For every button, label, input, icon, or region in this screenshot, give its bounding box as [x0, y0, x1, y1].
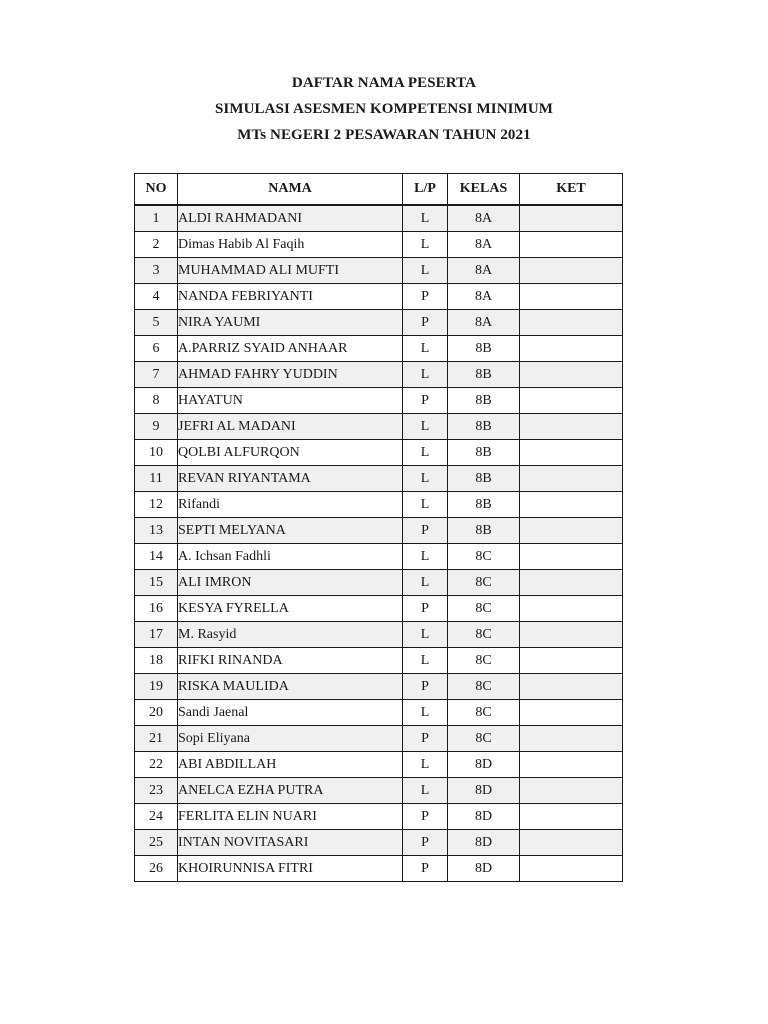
- cell-kelas: 8C: [448, 674, 520, 700]
- table-row: [135, 700, 623, 726]
- cell-no: 10: [135, 440, 178, 466]
- cell-ket: [520, 440, 623, 466]
- column-header-ket: KET: [520, 174, 623, 206]
- table-row: [135, 258, 623, 284]
- cell-lp: L: [403, 440, 448, 466]
- cell-lp: L: [403, 362, 448, 388]
- cell-kelas: 8D: [448, 804, 520, 830]
- cell-no: 13: [135, 518, 178, 544]
- cell-lp: P: [403, 518, 448, 544]
- table-row: [135, 648, 623, 674]
- table-row: [135, 414, 623, 440]
- cell-ket: [520, 596, 623, 622]
- cell-no: 20: [135, 700, 178, 726]
- cell-nama: ALDI RAHMADANI: [178, 205, 403, 232]
- cell-no: 6: [135, 336, 178, 362]
- cell-nama: INTAN NOVITASARI: [178, 830, 403, 856]
- cell-kelas: 8A: [448, 205, 520, 232]
- table-row: [135, 544, 623, 570]
- cell-lp: P: [403, 674, 448, 700]
- cell-lp: L: [403, 622, 448, 648]
- cell-kelas: 8D: [448, 830, 520, 856]
- cell-ket: [520, 362, 623, 388]
- column-header-kelas: KELAS: [448, 174, 520, 206]
- cell-kelas: 8B: [448, 388, 520, 414]
- cell-lp: L: [403, 466, 448, 492]
- cell-nama: HAYATUN: [178, 388, 403, 414]
- table-row: [135, 232, 623, 258]
- cell-nama: MUHAMMAD ALI MUFTI: [178, 258, 403, 284]
- table-row: [135, 778, 623, 804]
- table-row: [135, 752, 623, 778]
- cell-nama: Sopi Eliyana: [178, 726, 403, 752]
- table-row: [135, 440, 623, 466]
- cell-nama: M. Rasyid: [178, 622, 403, 648]
- document-header: [0, 70, 768, 148]
- table-row: [135, 310, 623, 336]
- cell-kelas: 8A: [448, 310, 520, 336]
- cell-nama: RISKA MAULIDA: [178, 674, 403, 700]
- cell-no: 19: [135, 674, 178, 700]
- cell-kelas: 8C: [448, 648, 520, 674]
- document-title: DAFTAR NAMA PESERTA: [291, 75, 477, 91]
- cell-kelas: 8C: [448, 622, 520, 648]
- cell-ket: [520, 336, 623, 362]
- cell-lp: P: [403, 804, 448, 830]
- cell-no: 21: [135, 726, 178, 752]
- cell-lp: L: [403, 570, 448, 596]
- cell-nama: A.PARRIZ SYAID ANHAAR: [178, 336, 403, 362]
- cell-kelas: 8C: [448, 544, 520, 570]
- cell-kelas: 8C: [448, 570, 520, 596]
- cell-ket: [520, 258, 623, 284]
- cell-ket: [520, 830, 623, 856]
- cell-no: 24: [135, 804, 178, 830]
- cell-kelas: 8B: [448, 518, 520, 544]
- cell-no: 22: [135, 752, 178, 778]
- cell-kelas: 8B: [448, 336, 520, 362]
- cell-nama: FERLITA ELIN NUARI: [178, 804, 403, 830]
- cell-ket: [520, 622, 623, 648]
- table-row: [135, 284, 623, 310]
- cell-no: 2: [135, 232, 178, 258]
- cell-kelas: 8D: [448, 752, 520, 778]
- cell-no: 5: [135, 310, 178, 336]
- cell-ket: [520, 856, 623, 882]
- document-institution: MTs NEGERI 2 PESAWARAN TAHUN 2021: [237, 127, 531, 143]
- cell-lp: P: [403, 284, 448, 310]
- cell-lp: P: [403, 596, 448, 622]
- cell-ket: [520, 414, 623, 440]
- cell-nama: ALI IMRON: [178, 570, 403, 596]
- cell-lp: P: [403, 830, 448, 856]
- cell-no: 11: [135, 466, 178, 492]
- cell-nama: KHOIRUNNISA FITRI: [178, 856, 403, 882]
- cell-nama: A. Ichsan Fadhli: [178, 544, 403, 570]
- cell-nama: REVAN RIYANTAMA: [178, 466, 403, 492]
- cell-kelas: 8B: [448, 440, 520, 466]
- cell-kelas: 8C: [448, 700, 520, 726]
- cell-kelas: 8B: [448, 466, 520, 492]
- cell-no: 9: [135, 414, 178, 440]
- cell-lp: L: [403, 232, 448, 258]
- cell-kelas: 8D: [448, 778, 520, 804]
- document-subtitle: SIMULASI ASESMEN KOMPETENSI MINIMUM: [214, 101, 554, 117]
- cell-nama: AHMAD FAHRY YUDDIN: [178, 362, 403, 388]
- cell-lp: P: [403, 388, 448, 414]
- cell-no: 25: [135, 830, 178, 856]
- cell-ket: [520, 804, 623, 830]
- column-header-lp: L/P: [403, 174, 448, 206]
- cell-nama: Dimas Habib Al Faqih: [178, 232, 403, 258]
- cell-no: 14: [135, 544, 178, 570]
- table-row: [135, 492, 623, 518]
- cell-no: 3: [135, 258, 178, 284]
- column-header-no: NO: [135, 174, 178, 206]
- cell-ket: [520, 544, 623, 570]
- table-body: [135, 205, 623, 882]
- table-row: [135, 804, 623, 830]
- cell-lp: P: [403, 856, 448, 882]
- cell-ket: [520, 205, 623, 232]
- cell-ket: [520, 310, 623, 336]
- table-row: [135, 570, 623, 596]
- table-row: [135, 388, 623, 414]
- cell-ket: [520, 570, 623, 596]
- cell-no: 8: [135, 388, 178, 414]
- table-row: [135, 830, 623, 856]
- table-row: [135, 518, 623, 544]
- cell-nama: Rifandi: [178, 492, 403, 518]
- cell-kelas: 8B: [448, 414, 520, 440]
- cell-lp: L: [403, 336, 448, 362]
- cell-kelas: 8B: [448, 492, 520, 518]
- cell-nama: KESYA FYRELLA: [178, 596, 403, 622]
- cell-nama: SEPTI MELYANA: [178, 518, 403, 544]
- cell-ket: [520, 778, 623, 804]
- cell-nama: Sandi Jaenal: [178, 700, 403, 726]
- cell-no: 16: [135, 596, 178, 622]
- cell-nama: RIFKI RINANDA: [178, 648, 403, 674]
- table-row: [135, 622, 623, 648]
- cell-ket: [520, 648, 623, 674]
- table-row: [135, 674, 623, 700]
- cell-nama: NIRA YAUMI: [178, 310, 403, 336]
- cell-no: 12: [135, 492, 178, 518]
- cell-ket: [520, 284, 623, 310]
- cell-ket: [520, 518, 623, 544]
- cell-nama: ANELCA EZHA PUTRA: [178, 778, 403, 804]
- participant-table: [134, 173, 623, 882]
- cell-ket: [520, 700, 623, 726]
- cell-lp: L: [403, 648, 448, 674]
- cell-ket: [520, 232, 623, 258]
- cell-nama: JEFRI AL MADANI: [178, 414, 403, 440]
- table-row: [135, 466, 623, 492]
- table-row: [135, 726, 623, 752]
- cell-kelas: 8C: [448, 726, 520, 752]
- cell-no: 17: [135, 622, 178, 648]
- table-row: [135, 362, 623, 388]
- cell-lp: L: [403, 258, 448, 284]
- cell-lp: L: [403, 205, 448, 232]
- cell-nama: NANDA FEBRIYANTI: [178, 284, 403, 310]
- table-row: [135, 596, 623, 622]
- cell-lp: P: [403, 726, 448, 752]
- cell-lp: L: [403, 700, 448, 726]
- cell-kelas: 8A: [448, 232, 520, 258]
- cell-ket: [520, 674, 623, 700]
- cell-no: 7: [135, 362, 178, 388]
- cell-kelas: 8C: [448, 596, 520, 622]
- table-header-row: [135, 174, 623, 206]
- cell-ket: [520, 726, 623, 752]
- table-row: [135, 205, 623, 232]
- cell-lp: L: [403, 752, 448, 778]
- cell-no: 26: [135, 856, 178, 882]
- table-row: [135, 856, 623, 882]
- column-header-nama: NAMA: [178, 174, 403, 206]
- cell-no: 4: [135, 284, 178, 310]
- table-row: [135, 336, 623, 362]
- cell-kelas: 8A: [448, 258, 520, 284]
- cell-ket: [520, 492, 623, 518]
- cell-no: 1: [135, 205, 178, 232]
- cell-ket: [520, 388, 623, 414]
- cell-lp: L: [403, 544, 448, 570]
- cell-no: 18: [135, 648, 178, 674]
- cell-ket: [520, 752, 623, 778]
- table-header: [135, 174, 623, 206]
- cell-lp: L: [403, 414, 448, 440]
- cell-lp: L: [403, 778, 448, 804]
- cell-kelas: 8D: [448, 856, 520, 882]
- cell-lp: P: [403, 310, 448, 336]
- cell-nama: ABI ABDILLAH: [178, 752, 403, 778]
- cell-nama: QOLBI ALFURQON: [178, 440, 403, 466]
- cell-lp: L: [403, 492, 448, 518]
- cell-kelas: 8B: [448, 362, 520, 388]
- cell-no: 23: [135, 778, 178, 804]
- cell-no: 15: [135, 570, 178, 596]
- cell-ket: [520, 466, 623, 492]
- cell-kelas: 8A: [448, 284, 520, 310]
